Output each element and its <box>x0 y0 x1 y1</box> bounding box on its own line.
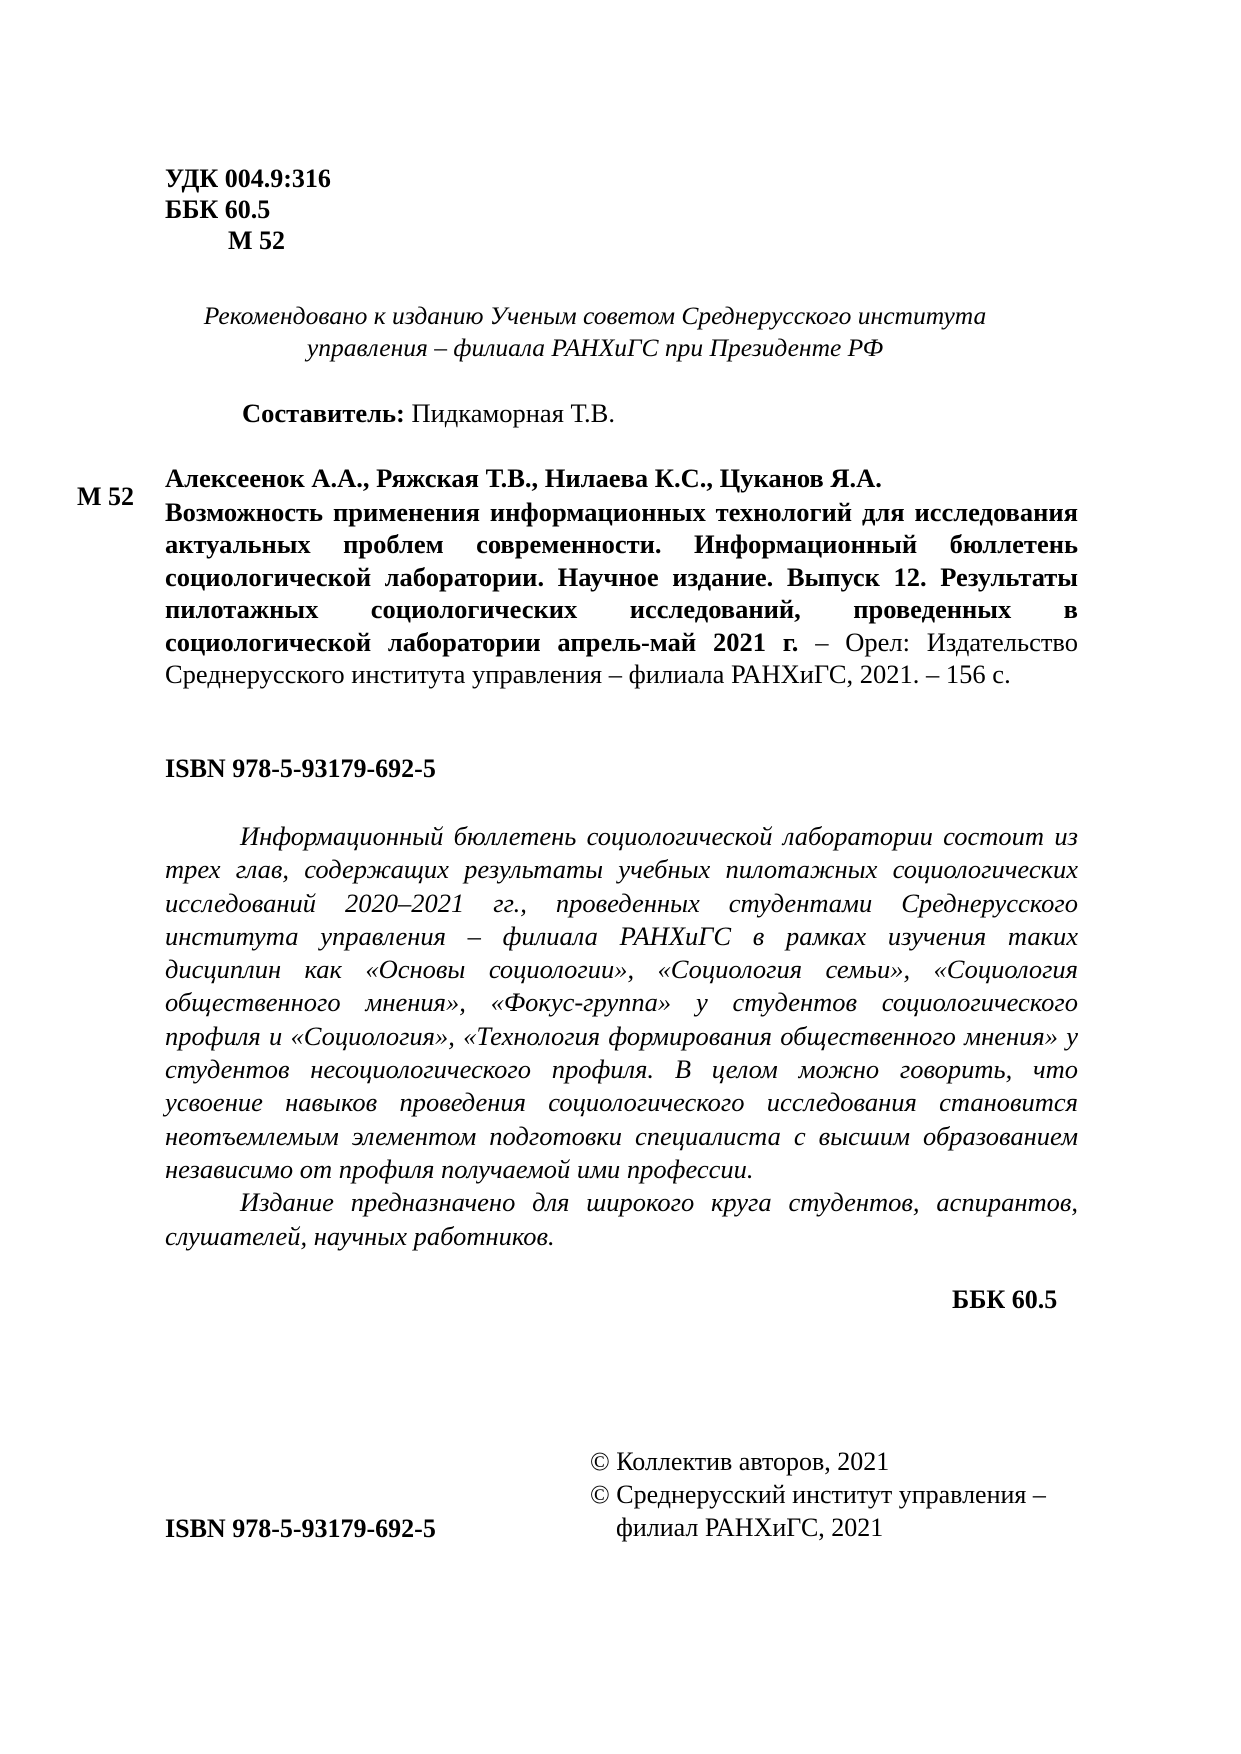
recommendation-note <box>160 300 1030 364</box>
entry-author-mark: М 52 <box>77 482 135 511</box>
recommendation-line-2: управления – филиала РАНХиГС при Президенте РФ <box>306 333 884 362</box>
copyright-authors: © Коллектив авторов, 2021 <box>590 1447 890 1476</box>
copyright-block <box>590 1445 1046 1544</box>
annotation-bbk: ББК 60.5 <box>952 1285 1058 1314</box>
classification-codes <box>165 163 331 256</box>
author-mark: М 52 <box>228 226 286 255</box>
publication-title: Возможность применения информационных технологий для исследования актуальных проблем современности. Информационный бюллетень социологической лаборатории. Научное издание. Выпуск 12. Результаты пилотажных социологических исследований, проведенных в социологической лаборатории апрель-май 2021 г. <box>165 496 1078 657</box>
recommendation-line-1: Рекомендовано к изданию Ученым советом Среднерусского института <box>203 301 987 330</box>
publication-imprint: – Орел: Издательство Среднерусского института управления – филиала РАНХиГС, 2021. – 156 с. <box>165 626 1079 689</box>
publication-description <box>165 496 1078 691</box>
compiler-name: Пидкаморная Т.В. <box>411 398 615 428</box>
authors: Алексеенок А.А., Ряжская Т.В., Нилаева К.С., Цуканов Я.А. <box>165 463 882 493</box>
copyright-institute-cont: филиал РАНХиГС, 2021 <box>616 1513 884 1542</box>
compiler-label: Составитель: <box>242 398 405 428</box>
compiler <box>242 398 615 429</box>
isbn: ISBN 978-5-93179-692-5 <box>165 754 436 783</box>
bibliographic-entry <box>165 462 1078 691</box>
footer-isbn: ISBN 978-5-93179-692-5 <box>165 1514 436 1543</box>
copyright-institute: © Среднерусский институт управления – <box>590 1480 1046 1509</box>
annotation-paragraph-1: Информационный бюллетень социологической лаборатории состоит из трех глав, содержащих результаты учебных пилотажных социологических исследований 2020–2021 гг., проведенных студентами Среднерусского института управления – филиала РАНХиГС в рамках изучения таких дисциплин как «Основы социологии», «Социология семьи», «Социология общественного мнения», «Фокус-группа» у студентов социологического профиля и «Социология», «Технология формирования общественного мнения» у студентов несоциологического профиля. В целом можно говорить, что усвоение навыков проведения социологического исследования становится неотъемлемым элементом подготовки специалиста с высшим образованием независимо от профиля получаемой ими профессии. <box>165 821 1078 1184</box>
annotation <box>165 820 1078 1253</box>
annotation-paragraph-2: Издание предназначено для широкого круга студентов, аспирантов, слушателей, научных работников. <box>165 1187 1078 1251</box>
bbk-code: ББК 60.5 <box>165 195 271 224</box>
udk-code: УДК 004.9:316 <box>165 164 331 193</box>
